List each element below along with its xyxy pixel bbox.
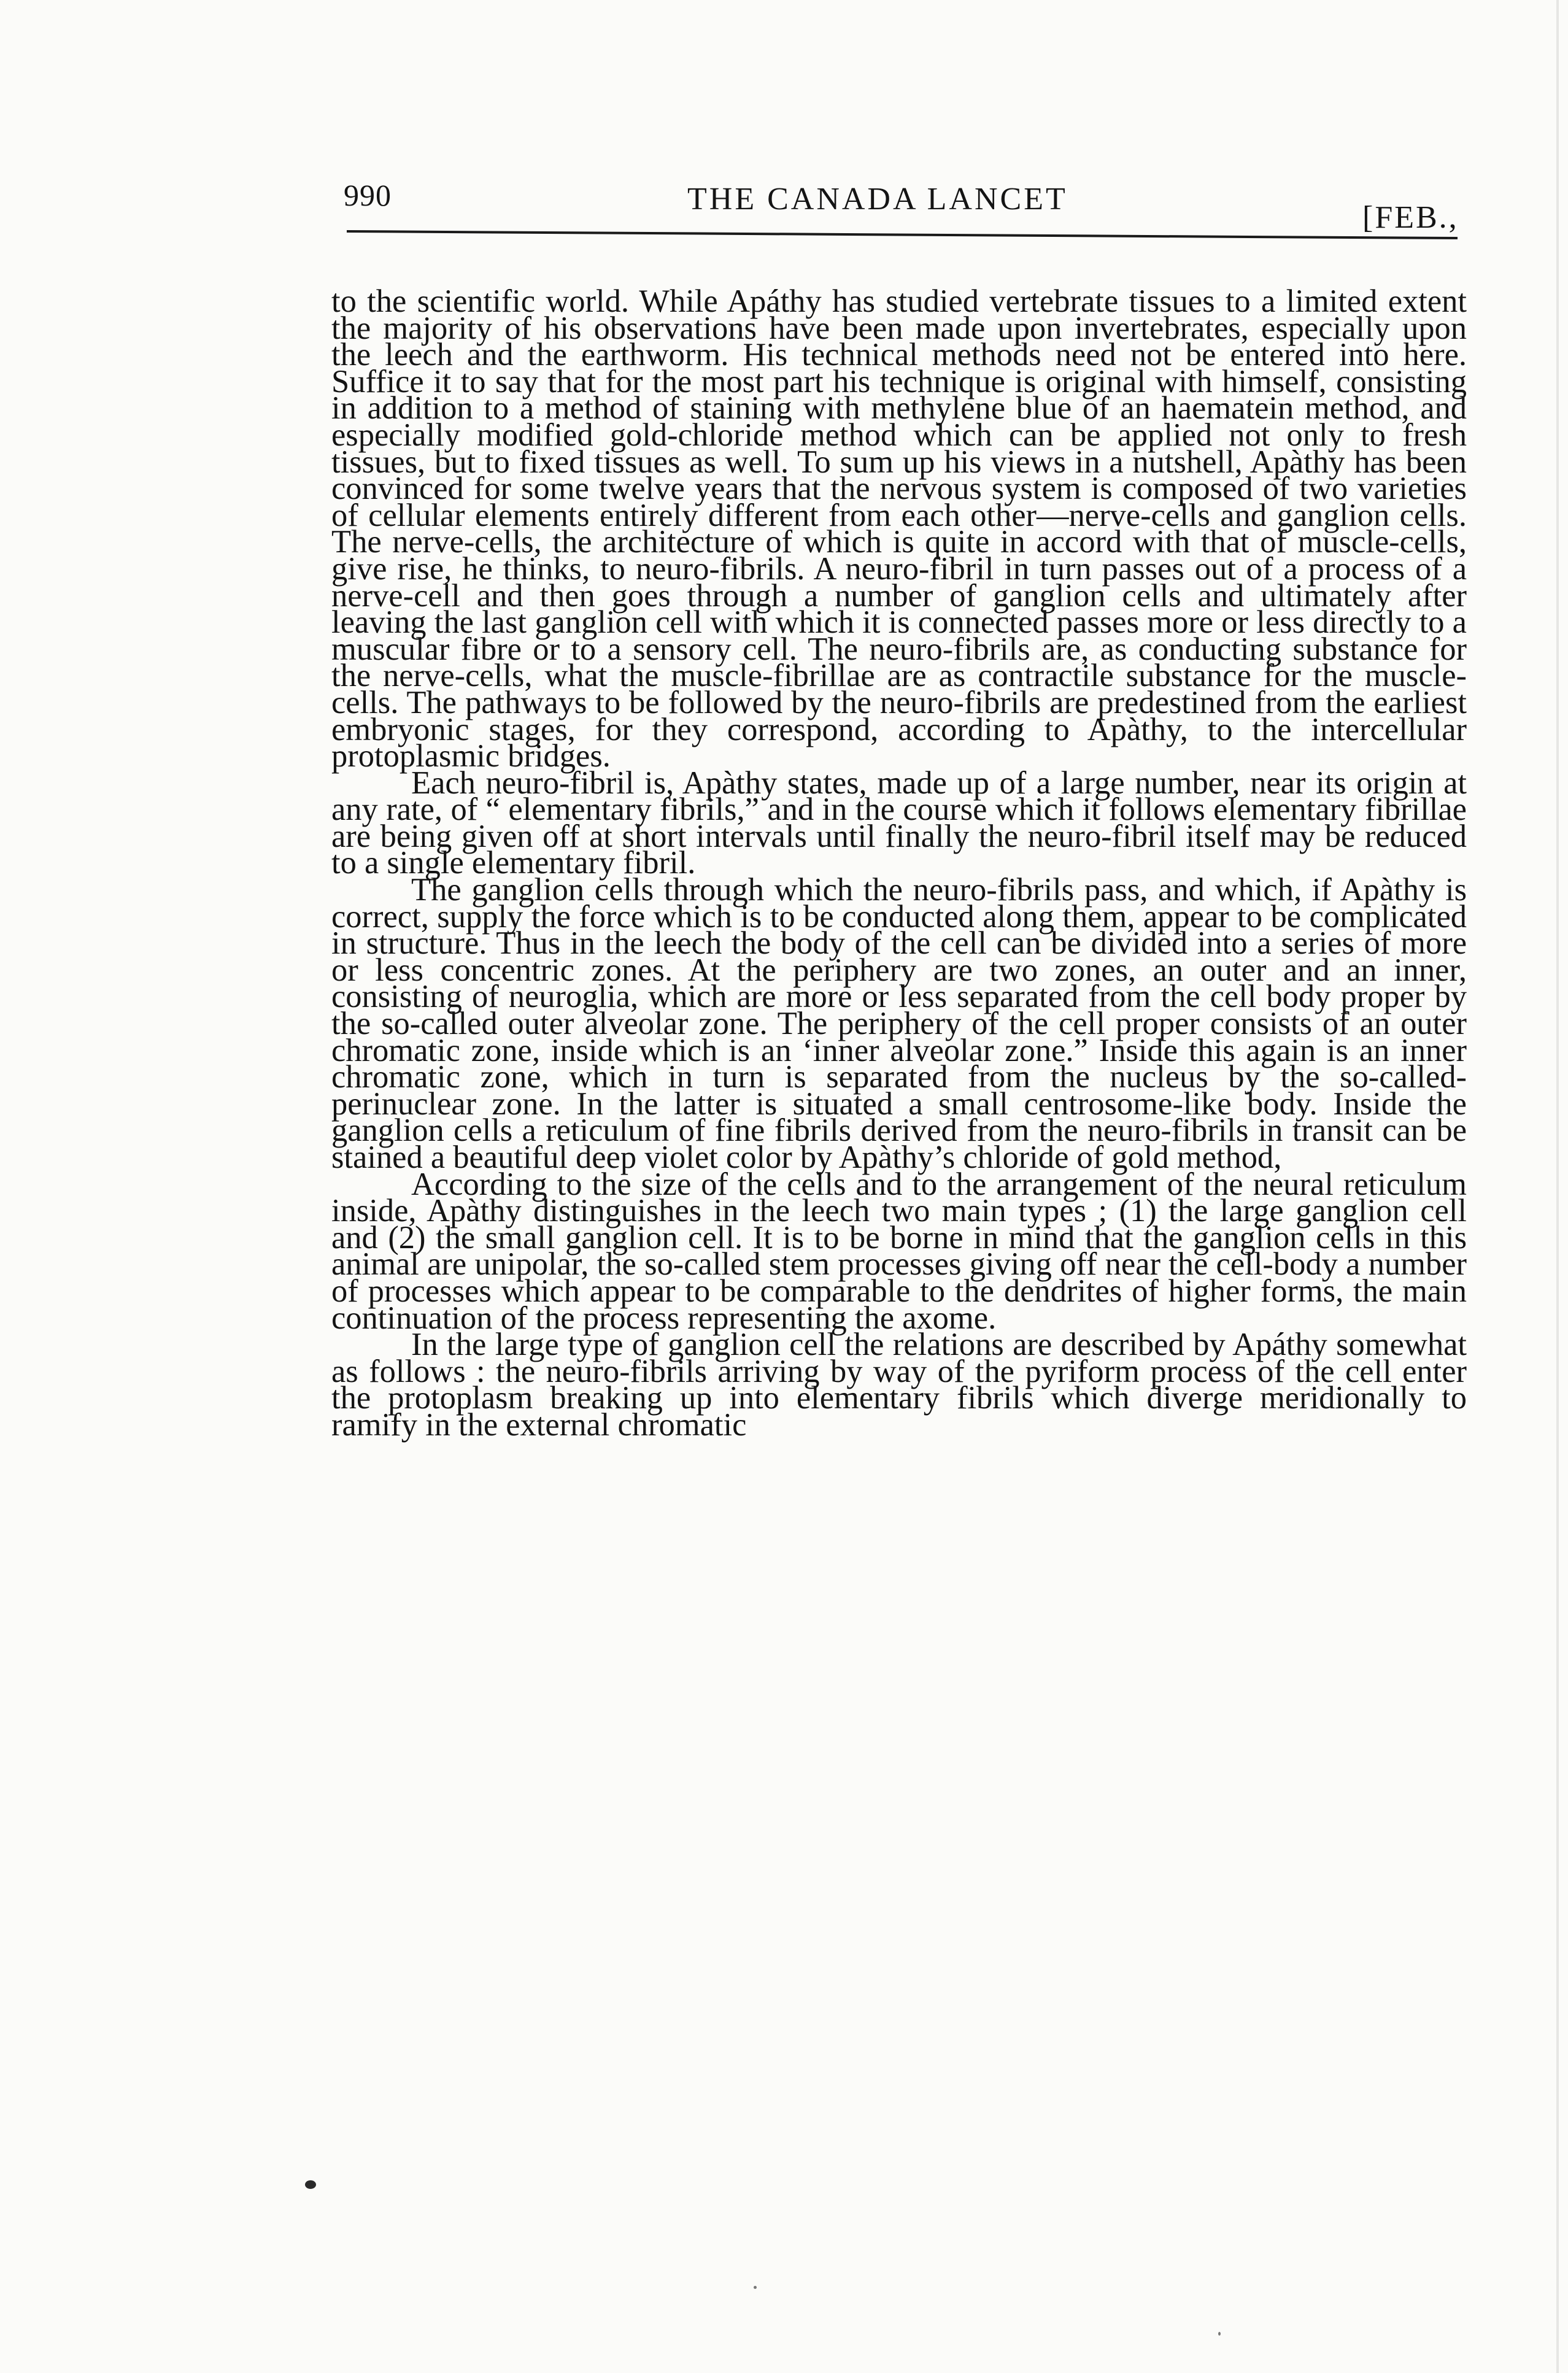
running-head: [344, 175, 1464, 235]
paragraph-5: In the large type of ganglion cell the relations are described by Apáthy somewhat as follows : the neuro-fibrils arriving by way of the pyriform process of the cell enter the protoplasm breaking up into elementary fibrils which diverge meridionally to ramify in the external chromatic: [331, 1327, 1467, 1443]
header-rule: [347, 230, 1458, 239]
article-body: [331, 284, 1467, 1443]
paragraph-3: The ganglion cells through which the neuro-fibrils pass, and which, if Apàthy is correct, supply the force which is to be conducted along them, appear to be complicated in structure. Thus in the leech the body of the cell can be divided into a series of more or less concentric zones. At the periphery are two zones, an outer and an inner, consisting of neuroglia, which are more or less separated from the cell body proper by the so-called outer alveolar zone. The periphery of the cell proper consists of an outer chromatic zone, inside which is an ‘inner alveolar zone.” Inside this again is an inner chromatic zone, which in turn is separated from the nucleus by the so-called-perinuclear zone. In the latter is situated a small centrosome-like body. Inside the ganglion cells a reticulum of fine fibrils derived from the neuro-fibrils in transit can be stained a beautiful deep violet color by Apàthy’s chloride of gold method,: [331, 872, 1467, 1175]
ink-speck: [754, 2286, 757, 2289]
issue-month: [FEB.,: [1362, 200, 1459, 235]
ink-speck: [305, 2180, 316, 2189]
paragraph-2: Each neuro-fibril is, Apàthy states, made up of a large number, near its origin at any rate, of “ elementary fibrils,” and in the course which it follows elementary fibrillae are being given off at short intervals until finally the neuro-fibril itself may be reduced to a single elementary fibril.: [331, 765, 1467, 881]
journal-title: THE CANADA LANCET: [687, 182, 1068, 217]
ink-speck: [1218, 2332, 1221, 2336]
paragraph-4: According to the size of the cells and to the arrangement of the neural reticulum inside, Apàthy distinguishes in the leech two main types ; (1) the large ganglion cell and (2) the small ganglion cell. It is to be borne in mind that the ganglion cells in this animal are unipolar, the so-called stem processes giving off near the cell-body a number of processes which appear to be comparable to the dendrites of higher forms, the main continuation of the process representing the axome.: [331, 1166, 1467, 1336]
page-number: 990: [344, 178, 392, 212]
paragraph-1: to the scientific world. While Apáthy has studied vertebrate tissues to a limited extent the majority of his observations have been made upon invertebrates, especially upon the leech and the earthworm. His technical methods need not be entered into here. Suffice it to say that for the most part his technique is original with himself, consisting in addition to a method of staining with methylene blue of an haematein method, and especially modified gold-chloride method which can be applied not only to fresh tissues, but to fixed tissues as well. To sum up his views in a nutshell, Apàthy has been convinced for some twelve years that the nervous system is composed of two varieties of cellular elements entirely different from each other—nerve-cells and ganglion cells. The nerve-cells, the architecture of which is quite in accord with that of muscle-cells, give rise, he thinks, to neuro-fibrils. A neuro-fibril in turn passes out of a process of a nerve-cell and then goes through a number of ganglion cells and ultimately after leaving the last ganglion cell with which it is connected passes more or less directly to a muscular fibre or to a sensory cell. The neuro-fibrils are, as conducting substance for the nerve-cells, what the muscle-fibrillae are as contractile substance for the muscle-cells. The pathways to be followed by the neuro-fibrils are predestined from the earliest embryonic stages, for they correspond, according to Apàthy, to the intercellular protoplasmic bridges.: [331, 284, 1467, 774]
page-edge-shadow: [1556, 0, 1559, 2373]
